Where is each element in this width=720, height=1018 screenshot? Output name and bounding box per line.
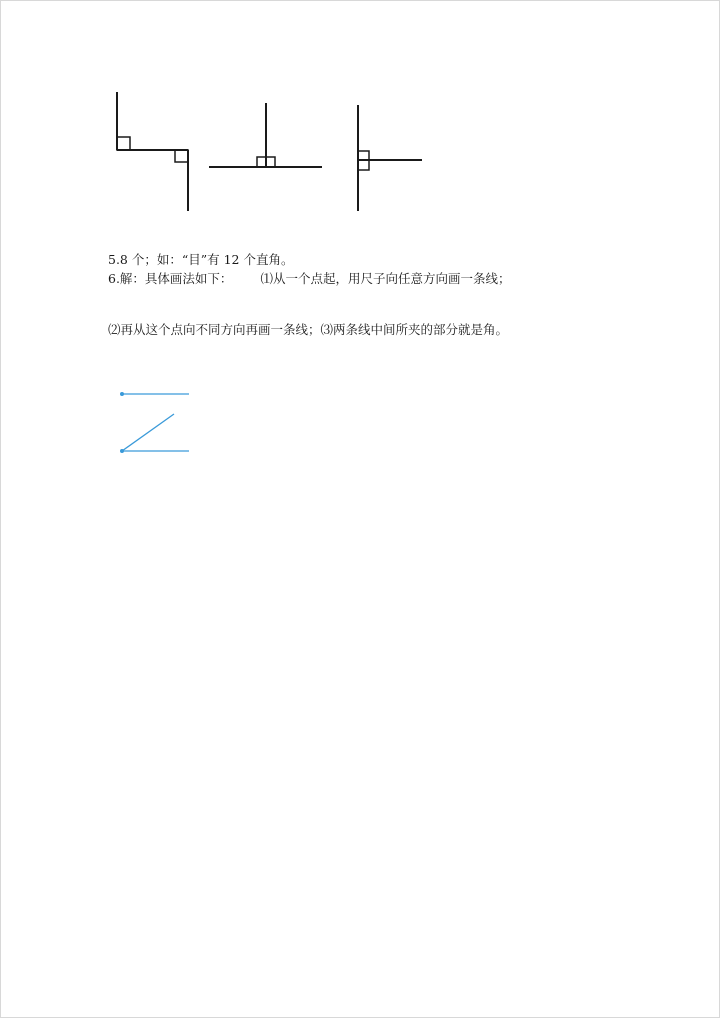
angle-drawing-figure [0,0,720,470]
answer-6-steps-2-3: ⑵再从这个点向不同方向再画一条线；⑶两条线中间所夹的部分就是角。 [108,322,509,337]
answer-6-step-1: ⑴从一个点起，用尺子向任意方向画一条线； [260,271,511,286]
answer-5: 5.8 个；如：“目”有 12 个直角。 [108,252,294,267]
slanted-ray [122,414,174,451]
start-point-top [120,392,124,396]
start-point-bottom [120,449,124,453]
answer-6-lead: 6.解：具体画法如下： [108,271,233,286]
